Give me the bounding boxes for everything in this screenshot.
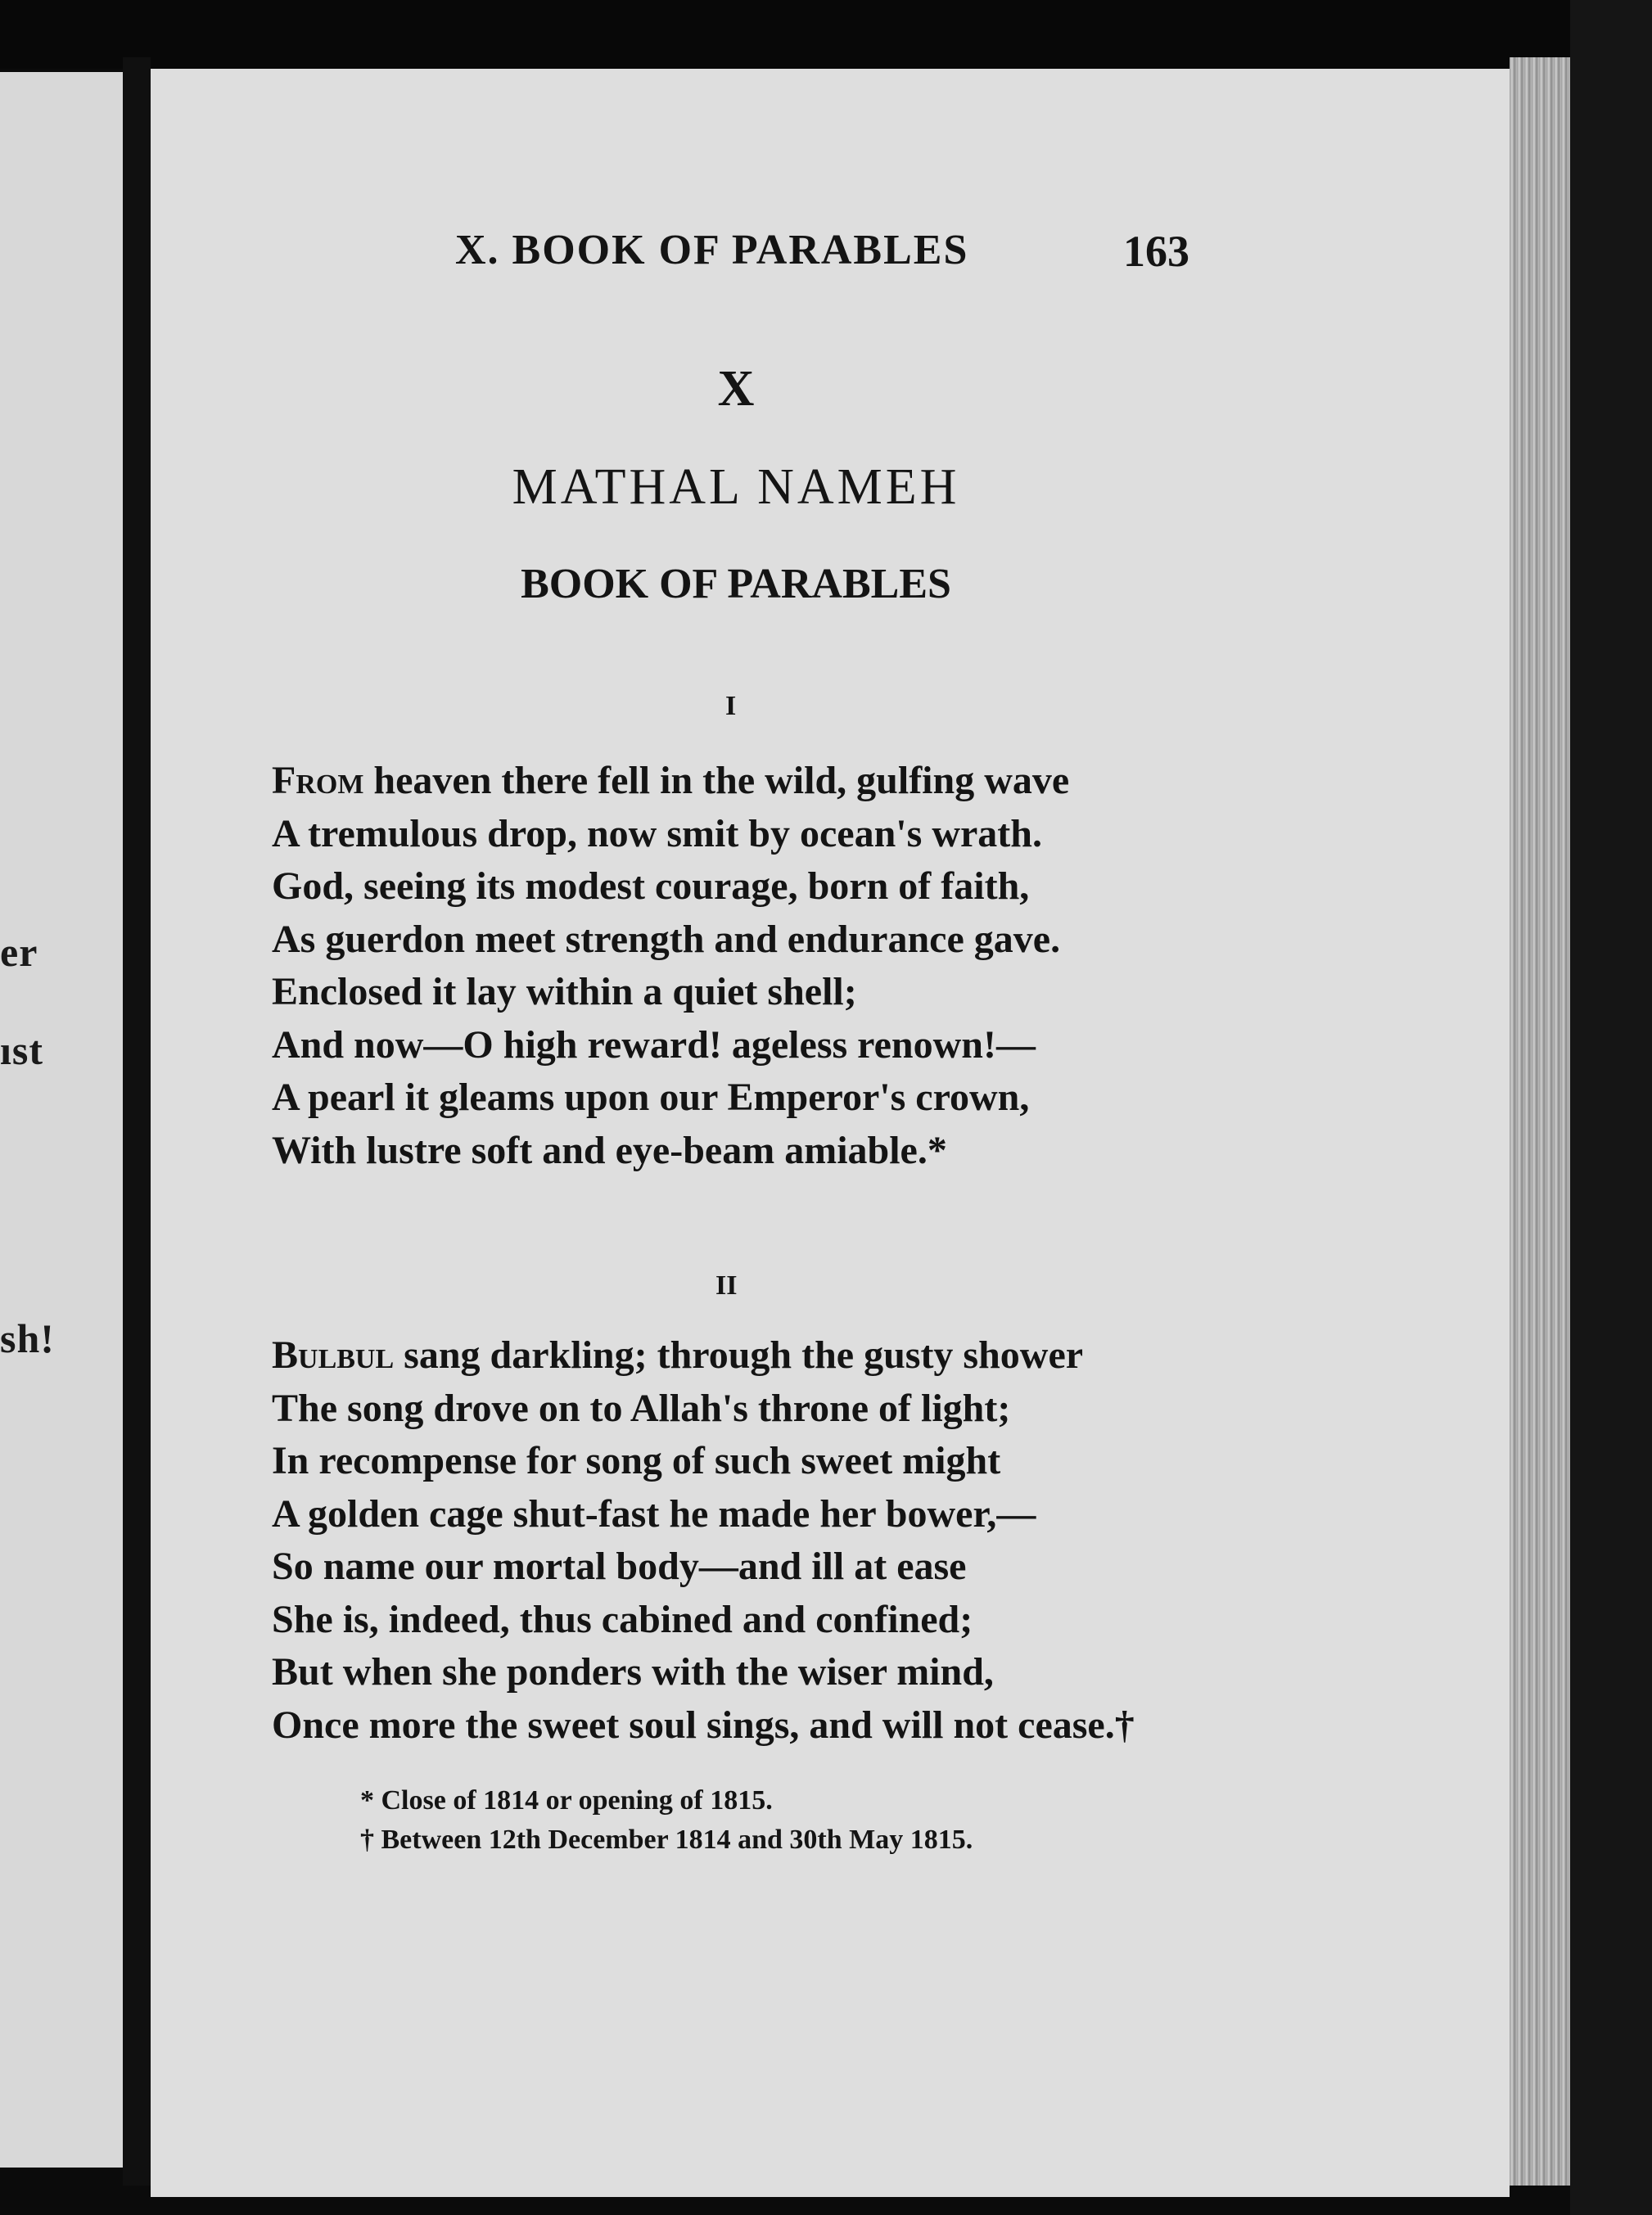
- page-edge-stack: [1510, 57, 1570, 2186]
- left-facing-page: [0, 72, 123, 2168]
- poem-line: But when she ponders with the wiser mind,: [272, 1650, 994, 1694]
- poem-first-word: From: [272, 759, 364, 802]
- poem-line: So name our mortal body—and ill at ease: [272, 1545, 967, 1588]
- poem-stanza: [272, 1329, 1135, 1752]
- footnote: † Between 12th December 1814 and 30th May 1815.: [360, 1825, 973, 1855]
- footnotes: [360, 1781, 973, 1860]
- poem-line: God, seeing its modest courage, born of faith,: [272, 864, 1030, 908]
- section-numeral: II: [715, 1270, 738, 1301]
- page-number: 163: [1123, 227, 1189, 276]
- section-numeral: I: [725, 691, 737, 721]
- left-page-fragment: er: [0, 929, 38, 975]
- poem-line: A pearl it gleams upon our Emperor's crown,: [272, 1076, 1030, 1119]
- left-page-fragment: sh!: [0, 1315, 55, 1361]
- poem-line: A golden cage shut-fast he made her bower,—: [272, 1491, 1036, 1536]
- poem-stanza: [272, 755, 1069, 1177]
- poem-line: She is, indeed, thus cabined and confined;: [272, 1597, 973, 1641]
- book-gutter: [123, 57, 151, 2186]
- poem-line: In recompense for song of such sweet might: [272, 1439, 1001, 1482]
- poem-line: The song drove on to Allah's throne of light;: [272, 1386, 1011, 1430]
- running-head: X. BOOK OF PARABLES: [455, 227, 969, 273]
- poem-line: As guerdon meet strength and endurance gave.: [272, 917, 1061, 961]
- poem-line-text: heaven there fell in the wild, gulfing wave: [363, 759, 1070, 802]
- poem-line: A tremulous drop, now smit by ocean's wrath.: [272, 811, 1042, 855]
- poem-line: [272, 1329, 1135, 1383]
- poem-line: Enclosed it lay within a quiet shell;: [272, 970, 857, 1013]
- footnote: * Close of 1814 or opening of 1815.: [360, 1785, 773, 1816]
- chapter-subtitle: BOOK OF PARABLES: [521, 561, 951, 607]
- chapter-numeral: X: [717, 361, 755, 417]
- poem-line: [272, 755, 1069, 808]
- scan-right-border: [1570, 0, 1652, 2215]
- poem-line: With lustre soft and eye-beam amiable.*: [272, 1128, 947, 1172]
- chapter-title: MATHAL NAMEH: [512, 459, 960, 515]
- poem-line: Once more the sweet soul sings, and will not cease.†: [272, 1703, 1135, 1747]
- scan-top-border: [0, 0, 1652, 69]
- poem-first-word: Bulbul: [272, 1333, 395, 1377]
- poem-line: And now—O high reward! ageless renown!—: [272, 1022, 1036, 1067]
- poem-line-text: sang darkling; through the gusty shower: [394, 1333, 1084, 1377]
- left-page-fragment: ıst: [0, 1027, 43, 1073]
